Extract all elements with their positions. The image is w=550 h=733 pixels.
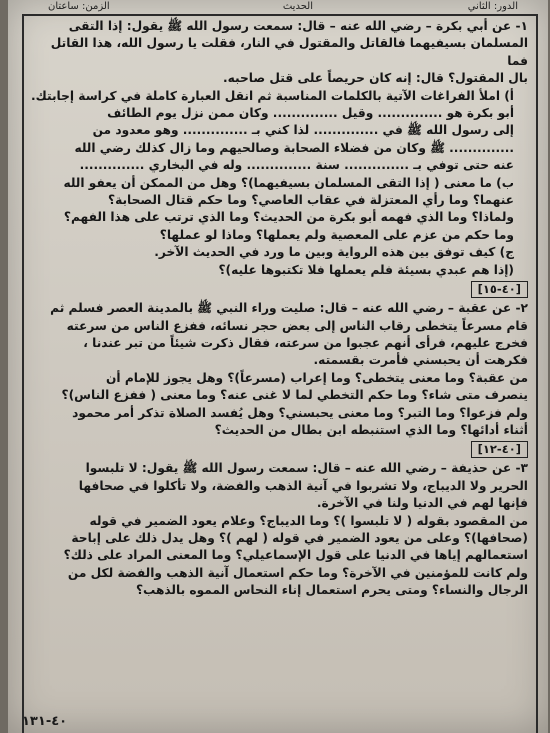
exam-time: الزمن: ساعتان	[48, 1, 110, 12]
q1-hadith-line: ١- عن أبي بكرة – رضي الله عنه – قال: سمعت رسول الله ﷺ يقول: إذا التقى	[68, 19, 528, 33]
q3-question-line: استعمالهم إياها في الدنيا على قول الإسماعيلي؟ وما المعنى المراد على ذلك؟	[63, 548, 528, 563]
q3-hadith-line: فإنها لهم في الدنيا ولنا في الآخرة.	[316, 496, 528, 511]
q1-a-line: .............. ﷺ وكان من فضلاء الصحابة وصالحيهم وما زال كذلك رضي الله	[74, 140, 514, 155]
q3-hadith-line: ٣- عن حذيفة – رضي الله عنه – قال: سمعت رسول الله ﷺ يقول: لا تلبسوا	[85, 461, 528, 476]
q1-a-line: إلى رسول الله ﷺ في .............. لذا كني بـ .............. وهو معدود من	[92, 123, 514, 138]
q2-reference: [٤٠-١٥]	[471, 281, 528, 298]
q3-reference: [٤٠-١٢]	[471, 441, 528, 458]
exam-round: الدور: الثاني	[467, 1, 518, 12]
page-number: ٤٠-١٣١	[22, 714, 68, 729]
q1-part-a	[28, 88, 528, 175]
q1-a-line: أ) املأ الفراغات الآتية بالكلمات المناسبة ثم انقل العبارة كاملة في كراسة إجابتك.	[31, 88, 514, 103]
q1-a-line: عنه حتى توفي بـ .............. سنة .............. وله في البخاري ..............	[79, 158, 514, 173]
q2-hadith-line: فكرهت أن يحبسني فأمرت بقسمته.	[313, 353, 528, 368]
q2-hadith-line: فخرج عليهم، فرأى أنهم عجبوا من سرعته، فقال ذكرت شيئاً من تبر عندنا ،	[83, 335, 528, 350]
q1-b-line: عنهما؟ وما رأي المعتزلة في عقاب العاصي؟ وما حكم قتال الصحابة؟	[108, 193, 514, 208]
q1-b-line: وما حكم من عزم على المعصية ولم يعملها؟ وماذا لو عملها؟	[159, 227, 514, 242]
q3-question-line: من المقصود بقوله ( لا تلبسوا )؟ وما الديباج؟ وعلام يعود الضمير في قوله	[89, 513, 528, 528]
q1-hadith-line: المسلمان بسيفيهما فالقاتل والمقتول في النار، فقلت يا رسول الله، هذا القاتل فما	[50, 36, 528, 68]
question-3	[28, 460, 528, 599]
q3-question-line: (صحافها)؟ وعلى من يعود الضمير في قوله ( لهم )؟ وهل يدل ذلك على إباحة	[71, 530, 528, 545]
q1-part-c	[28, 244, 528, 279]
q3-question-line: ولم كانت للمؤمنين في الآخرة؟ وما حكم استعمال آنية الذهب والفضة لكل من	[67, 565, 528, 580]
q2-question-line: أثناء أدائها؟ وما الذي استنبطه ابن بطال من الحديث؟	[214, 422, 528, 437]
q2-question-line: ولم فزعوا؟ وما التبر؟ وما معنى يحبسني؟ وهل يُفسد الصلاة تذكر أمر محمود	[72, 405, 528, 420]
q3-question-line: الرجال والنساء؟ ومتى يحرم استعمال إناء النحاس المموه بالذهب؟	[135, 583, 528, 598]
q2-hadith-line: قام مسرعاً يتخطى رقاب الناس إلى بعض حجر نسائه، ففزع الناس من سرعته	[66, 318, 528, 333]
q2-hadith-line: ٢- عن عقبة – رضي الله عنه – قال: صليت وراء النبي ﷺ بالمدينة العصر فسلم ثم	[50, 301, 528, 316]
q1-b-line: ولماذا؟ وما الذي فهمه أبو بكرة من الحديث؟ وما الذي ترتب على هذا الفهم؟	[63, 210, 514, 225]
q2-question-line: من عقبة؟ وما معنى يتخطى؟ وما إعراب (مسرعاً)؟ وهل يجوز للإمام أن	[106, 370, 528, 385]
q1-c-line: (إذا هم عبدي بسيئة فلم يعملها فلا تكتبوها عليه)؟	[218, 262, 514, 277]
exam-content	[28, 18, 528, 600]
exam-subject: الحديث	[282, 1, 313, 12]
exam-header	[8, 0, 548, 14]
question-1	[28, 18, 528, 279]
q1-a-line: أبو بكرة هو .............. وقيل .............. وكان ممن نزل يوم الطائف	[107, 106, 514, 121]
exam-sheet	[8, 0, 548, 733]
question-2	[28, 300, 528, 439]
q1-hadith-line: بال المقتول؟ قال: إنه كان حريصاً على قتل صاحبه.	[223, 71, 528, 86]
q1-part-b	[28, 175, 528, 245]
q2-question-line: ينصرف متى شاء؟ وما حكم التخطي لما لا غنى عنه؟ وما معنى ( ففزع الناس)؟	[61, 388, 528, 403]
q1-b-line: ب) ما معنى ( إذا التقى المسلمان بسيفيهما)؟ وهل من الممكن أن يعفو الله	[63, 175, 514, 190]
q3-hadith-line: الحرير ولا الديباج، ولا تشربوا في آنية الذهب والفضة، ولا تأكلوا في صحافها	[78, 478, 528, 493]
q1-c-line: ج) كيف توفق بين هذه الرواية وبين ما ورد في الحديث الآخر.	[154, 245, 514, 260]
